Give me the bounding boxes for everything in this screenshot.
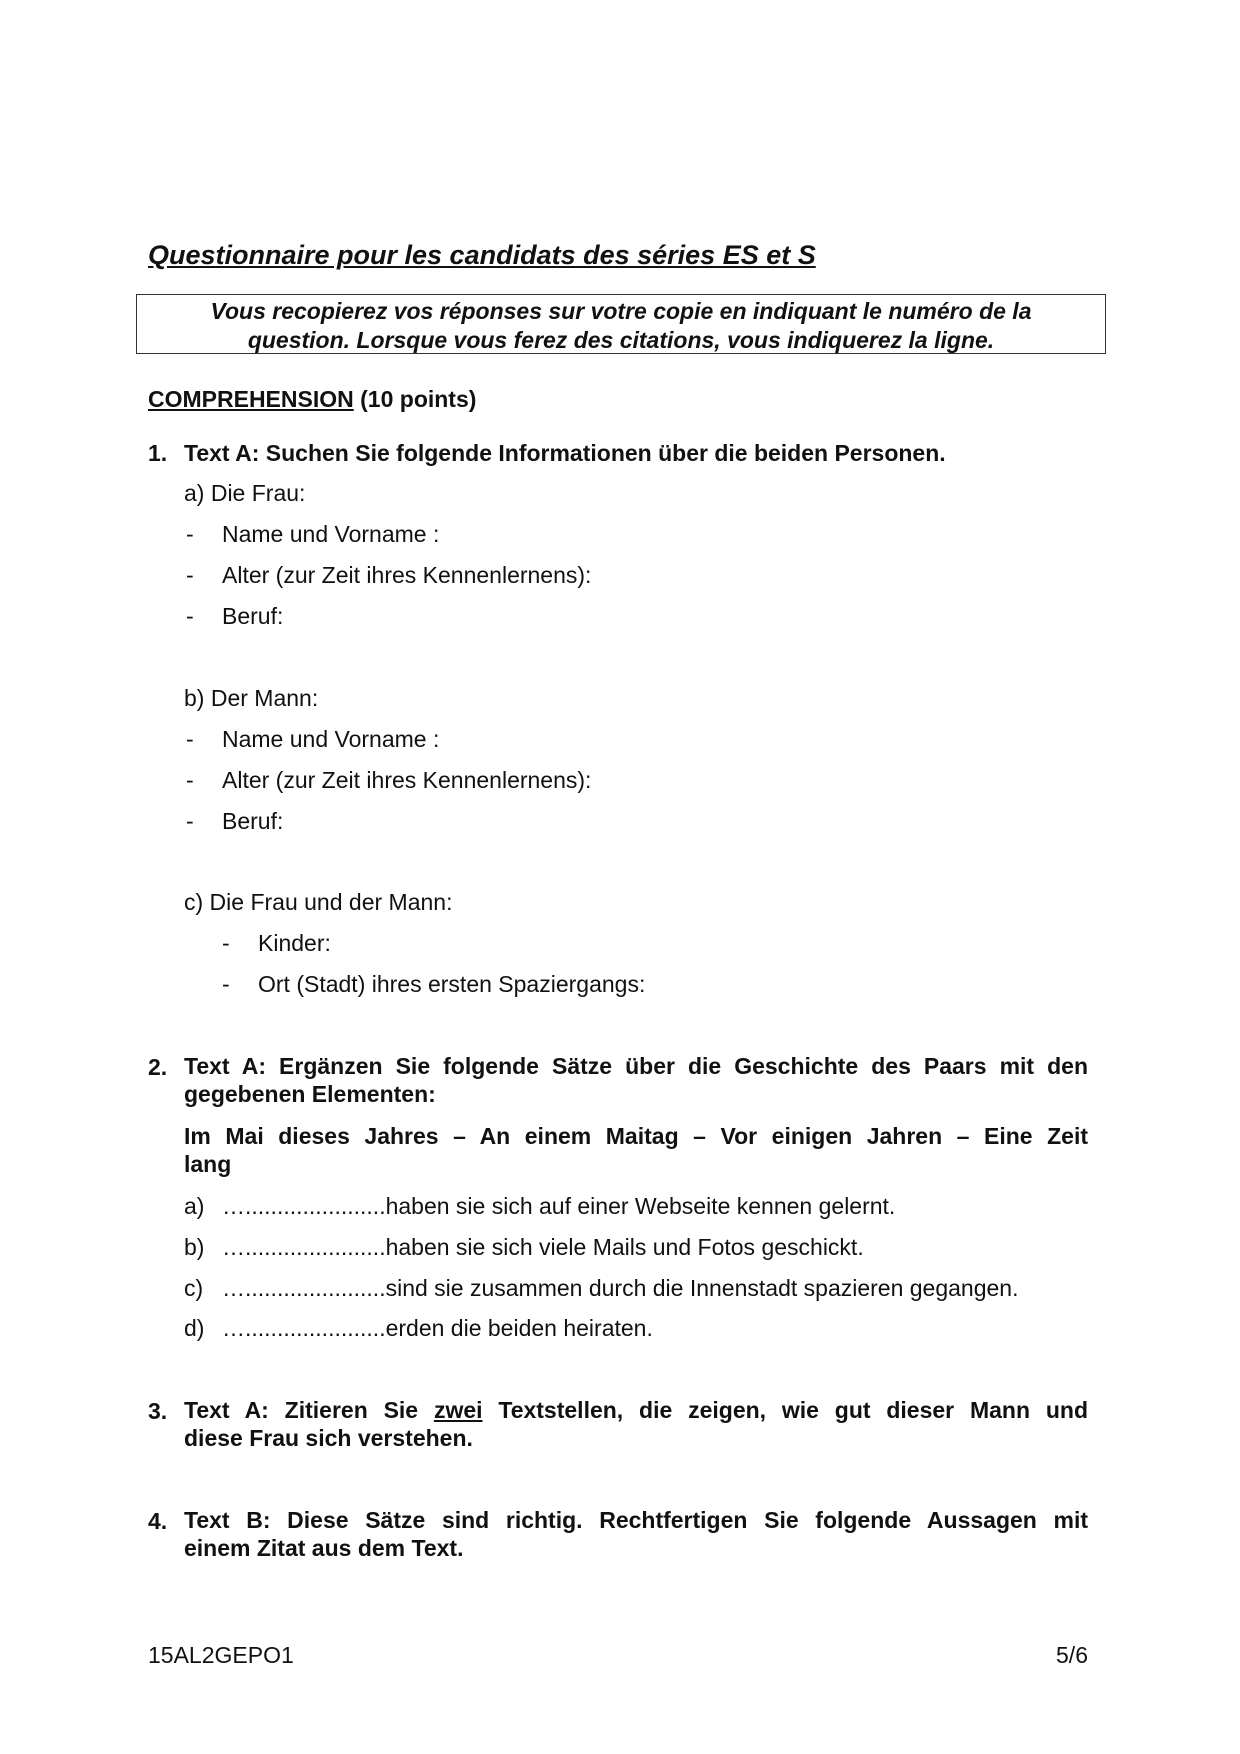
q2-item-d-letter: d)	[184, 1315, 205, 1341]
q2-elements-line-1: Im Mai dieses Jahres – An einem Maitag – Vor einigen Jahren – Eine Zeit	[184, 1123, 1088, 1149]
q1-a-dash-1: -	[186, 521, 194, 547]
q1-a-item-2: Alter (zur Zeit ihres Kennenlernens):	[222, 562, 592, 588]
section-points: (10 points)	[353, 386, 477, 412]
q2-item-c-text: …......................sind sie zusammen durch die Innenstadt spazieren gegangen.	[222, 1275, 1019, 1301]
instruction-line-1: Vous recopierez vos réponses sur votre copie en indiquant le numéro de la	[210, 298, 1032, 324]
q1-c-item-1: Kinder:	[258, 930, 331, 956]
instruction-box	[136, 294, 1106, 354]
q1-c-dash-1: -	[222, 930, 230, 956]
q3-text	[184, 1396, 1088, 1452]
footer-code: 15AL2GEPO1	[148, 1642, 294, 1668]
q1-b-item-2: Alter (zur Zeit ihres Kennenlernens):	[222, 767, 592, 793]
footer-page-number: 5/6	[1056, 1642, 1088, 1668]
q2-item-b-letter: b)	[184, 1234, 205, 1260]
q1-b-label: b) Der Mann:	[184, 685, 319, 711]
q2-number: 2.	[148, 1054, 168, 1080]
q3-emphasis: zwei	[433, 1397, 483, 1423]
q1-b-dash-2: -	[186, 767, 194, 793]
q2-text-line-1: Text A: Ergänzen Sie folgende Sätze über die Geschichte des Paars mit den	[184, 1053, 1088, 1079]
q2-item-a-letter: a)	[184, 1193, 205, 1219]
section-heading	[148, 386, 476, 413]
q1-a-item-3: Beruf:	[222, 603, 284, 629]
section-label: COMPREHENSION	[148, 386, 354, 412]
q1-b-dash-3: -	[186, 808, 194, 834]
q2-item-b-text: …......................haben sie sich viele Mails und Fotos geschickt.	[222, 1234, 864, 1260]
q1-c-item-2: Ort (Stadt) ihres ersten Spaziergangs:	[258, 971, 646, 997]
q4-text	[184, 1506, 1088, 1562]
q1-b-item-1: Name und Vorname :	[222, 726, 440, 752]
q1-b-dash-1: -	[186, 726, 194, 752]
q1-text: Text A: Suchen Sie folgende Informationen über die beiden Personen.	[184, 440, 946, 466]
q2-item-d-text: …......................erden die beiden heiraten.	[222, 1315, 653, 1341]
q4-number: 4.	[148, 1508, 168, 1534]
page-title: Questionnaire pour les candidats des séries ES et S	[148, 240, 816, 270]
q1-a-label: a) Die Frau:	[184, 480, 306, 506]
q4-text-line-1: Text B: Diese Sätze sind richtig. Rechtfertigen Sie folgende Aussagen mit	[184, 1507, 1088, 1533]
q2-text	[184, 1052, 1088, 1108]
q1-b-item-3: Beruf:	[222, 808, 284, 834]
q1-a-item-1: Name und Vorname :	[222, 521, 440, 547]
q3-text-line-2: diese Frau sich verstehen.	[184, 1425, 473, 1451]
q1-number: 1.	[148, 440, 168, 466]
q2-item-a-text: …......................haben sie sich auf einer Webseite kennen gelernt.	[222, 1193, 896, 1219]
q1-a-dash-2: -	[186, 562, 194, 588]
q3-number: 3.	[148, 1398, 168, 1424]
q1-a-dash-3: -	[186, 603, 194, 629]
q1-c-dash-2: -	[222, 971, 230, 997]
q2-item-c-letter: c)	[184, 1275, 204, 1301]
q2-elements-line-2: lang	[184, 1151, 232, 1177]
q1-c-label: c) Die Frau und der Mann:	[184, 889, 453, 915]
q2-elements	[184, 1122, 1088, 1178]
instruction-line-2: question. Lorsque vous ferez des citations, vous indiquerez la ligne.	[247, 327, 995, 353]
q4-text-line-2: einem Zitat aus dem Text.	[184, 1535, 464, 1561]
q2-text-line-2: gegebenen Elementen:	[184, 1081, 436, 1107]
q3-text-line-1: Text A: Zitieren Sie zwei Textstellen, die zeigen, wie gut dieser Mann und	[184, 1397, 1089, 1423]
